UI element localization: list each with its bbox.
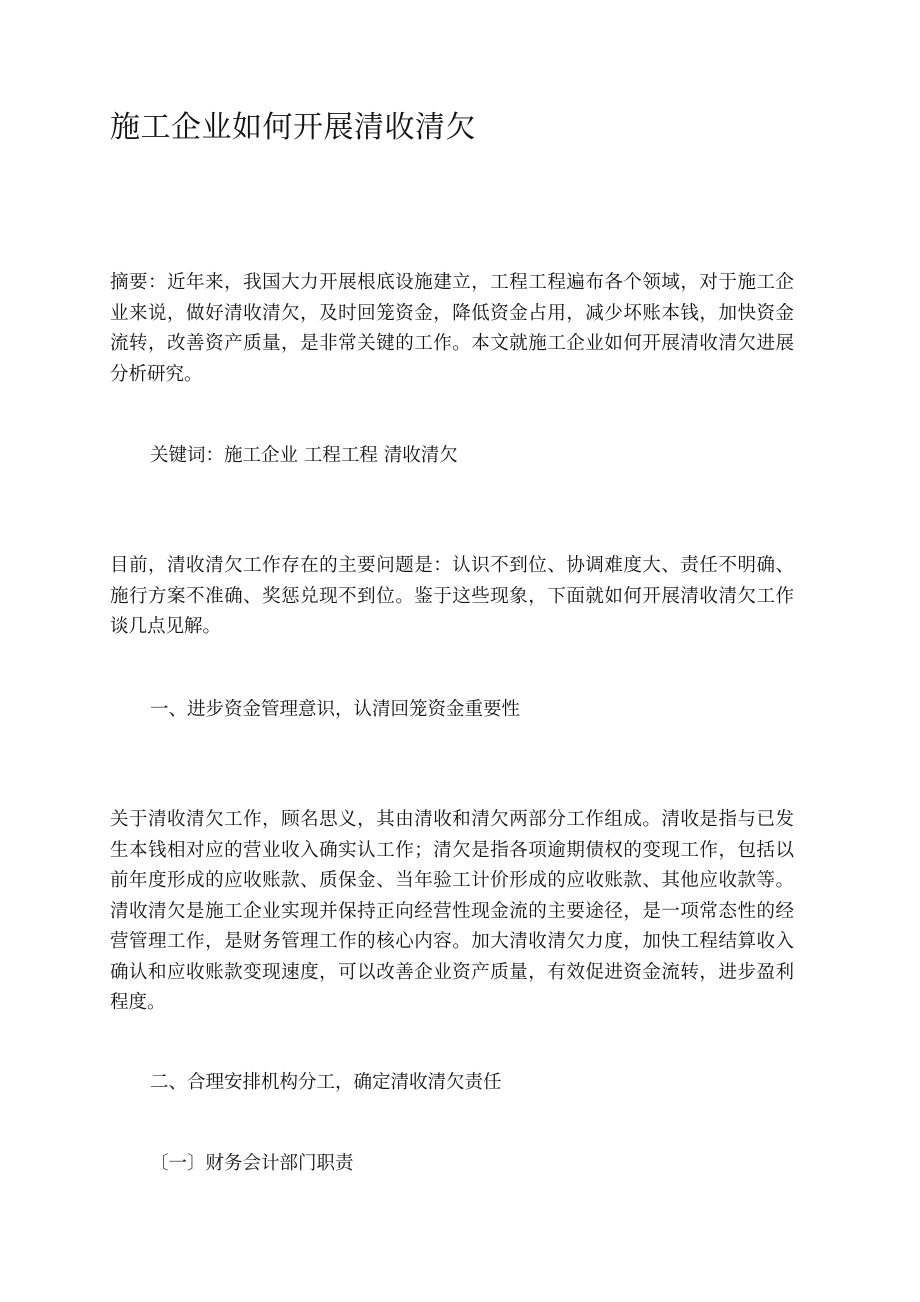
intro-paragraph: 目前，清收清欠工作存在的主要问题是：认识不到位、协调难度大、责任不明确、施行方案不准确、奖惩兑现不到位。鉴于这些现象，下面就如何开展清收清欠工作谈几点见解。 bbox=[110, 555, 794, 637]
subsection-heading-2-1: 〔一〕财务会计部门职责 bbox=[150, 1153, 354, 1174]
document-title: 施工企业如何开展清收清欠 bbox=[110, 110, 476, 145]
section-heading-1: 一、进步资金管理意识，认清回笼资金重要性 bbox=[150, 699, 521, 720]
section-heading-2: 二、合理安排机构分工，确定清收清欠责任 bbox=[150, 1072, 502, 1093]
section-1-paragraph: 关于清收清欠工作，顾名思义，其由清收和清欠两部分工作组成。清收是指与已发生本钱相对应的营业收入确实认工作；清欠是指各项逾期债权的变现工作，包括以前年度形成的应收账款、质保金、当年验工计价形成的应收账款、其他应收款等。清收清欠是施工企业实现并保持正向经营性现金流的主要途径，是一项常态性的经营管理工作，是财务管理工作的核心内容。加大清收清欠力度，加快工程结算收入确认和应收账款变现速度，可以改善企业资产质量，有效促进资金流转，进步盈利程度。 bbox=[110, 809, 794, 1013]
abstract-paragraph: 摘要：近年来，我国大力开展根底设施建立，工程工程遍布各个领域，对于施工企业来说，做好清收清欠，及时回笼资金，降低资金占用，减少坏账本钱，加快资金流转，改善资产质量，是非常关键的工作。本文就施工企业如何开展清收清欠进展分析研究。 bbox=[110, 272, 794, 385]
keywords-line: 关键词：施工企业 工程工程 清收清欠 bbox=[150, 445, 458, 466]
